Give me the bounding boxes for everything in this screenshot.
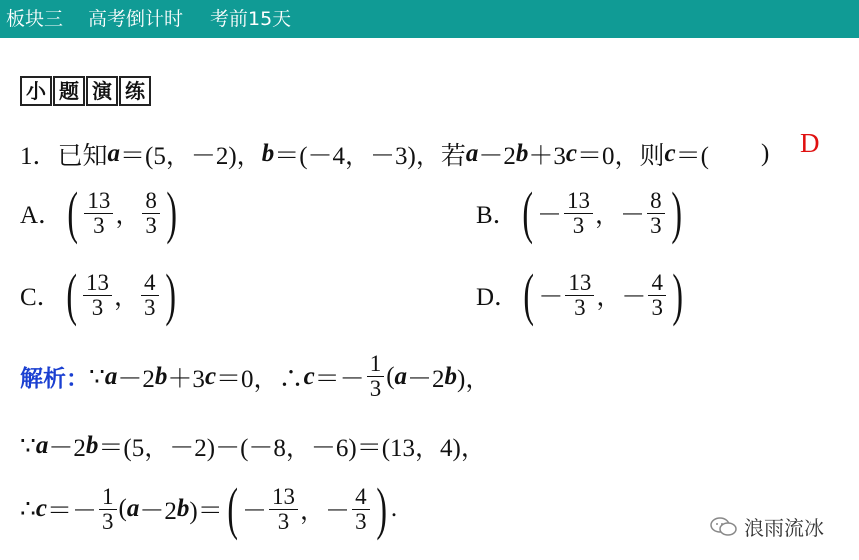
right-paren: ) — [164, 262, 176, 327]
sign: － — [620, 202, 646, 229]
vector-a: a — [394, 362, 408, 390]
stem-text: 已知 — [57, 143, 108, 170]
vector-b: b — [176, 495, 190, 522]
denominator: 3 — [574, 294, 586, 320]
separator: ， — [115, 202, 141, 229]
left-paren: ( — [67, 180, 79, 245]
fraction — [352, 485, 370, 534]
separator: ，－ — [300, 498, 351, 525]
separator: ， — [114, 284, 140, 311]
math-text: )， — [457, 365, 491, 393]
watermark-text: 浪雨流冰 — [744, 516, 824, 540]
fraction — [84, 189, 113, 238]
denominator: 3 — [277, 508, 290, 534]
math-text: ∵ — [20, 433, 36, 460]
countdown-label: 考前15天 — [210, 8, 292, 30]
option-label: D． — [476, 284, 520, 311]
section-title-char: 练 — [119, 76, 151, 106]
numerator: 1 — [367, 352, 385, 377]
left-paren: ( — [522, 180, 533, 245]
section-title — [20, 76, 152, 106]
denominator: 3 — [369, 376, 382, 401]
denominator: 3 — [572, 212, 585, 238]
vector-c: c — [204, 362, 217, 390]
vector-c: c — [35, 495, 48, 522]
fraction — [564, 189, 593, 238]
header-bar — [0, 0, 859, 38]
numerator: 4 — [352, 485, 370, 510]
math-text: ＝－ — [314, 365, 365, 393]
analysis-line-1 — [20, 352, 490, 401]
math-text: －2 — [48, 435, 86, 462]
sign: － — [242, 498, 268, 525]
stem-text: ＝(5，－2)， — [120, 143, 262, 170]
sign: － — [621, 284, 647, 311]
vector-c: c — [303, 362, 315, 390]
option-a — [20, 180, 181, 245]
fraction — [99, 485, 117, 534]
math-text: －2 — [139, 498, 177, 525]
option-b — [476, 180, 686, 245]
vector-a: a — [35, 432, 49, 459]
fraction — [269, 485, 298, 534]
stem-text: ＝(－4，－3)，若 — [274, 143, 466, 170]
vector-b: b — [444, 362, 458, 390]
stem-text: －2 — [478, 143, 516, 170]
separator: ， — [596, 284, 622, 311]
vector-b: b — [85, 432, 99, 459]
header-title: 高考倒计时 — [88, 8, 184, 30]
math-text: －2 — [407, 365, 445, 393]
fraction — [565, 271, 594, 320]
analysis-line-2 — [20, 428, 486, 464]
math-text: ( — [118, 495, 127, 522]
vector-a: a — [107, 140, 121, 167]
option-d — [476, 262, 687, 327]
fraction — [83, 271, 112, 320]
numerator: 4 — [648, 271, 666, 296]
math-text: ＋3 — [167, 365, 205, 393]
sign: － — [538, 284, 564, 311]
numerator: 1 — [99, 485, 117, 510]
option-label: C． — [20, 284, 62, 311]
denominator: 3 — [102, 508, 114, 534]
question-number: 1． — [20, 143, 58, 170]
math-text: ( — [386, 362, 395, 390]
numerator: 4 — [141, 271, 159, 296]
math-text: )＝ — [189, 498, 223, 525]
option-c — [20, 262, 180, 327]
left-paren: ( — [523, 262, 535, 327]
fraction — [647, 189, 665, 238]
left-paren: ( — [227, 476, 238, 541]
stem-text: ＋3 — [528, 143, 566, 170]
math-text: ∴ — [20, 496, 36, 523]
stem-text: ＝0，则 — [576, 143, 665, 170]
denominator: 3 — [93, 212, 105, 238]
right-paren: ) — [670, 180, 682, 245]
numerator: 8 — [142, 189, 160, 214]
separator: ， — [595, 202, 621, 229]
denominator: 3 — [355, 508, 367, 534]
vector-a: a — [465, 140, 479, 167]
numerator: 13 — [83, 271, 112, 296]
vector-c: c — [565, 140, 577, 167]
analysis-label: 解析： — [20, 366, 89, 392]
math-text: ＝(5，－2)－(－8，－6)＝(13，4)， — [98, 435, 486, 462]
section-title-char: 小 — [20, 76, 52, 106]
denominator: 3 — [91, 294, 104, 320]
vector-b: b — [154, 362, 168, 390]
sign: － — [537, 202, 563, 229]
numerator: 8 — [647, 189, 665, 214]
fraction — [141, 271, 159, 320]
numerator: 13 — [564, 189, 593, 214]
denominator: 3 — [144, 294, 156, 320]
section-label: 板块三 — [6, 8, 64, 30]
math-text: －2 — [117, 365, 155, 393]
question-stem — [20, 136, 769, 172]
stem-text: ＝( — [675, 143, 709, 170]
denominator: 3 — [651, 294, 663, 320]
left-paren: ( — [66, 262, 77, 327]
option-label: A． — [20, 202, 64, 229]
denominator: 3 — [650, 212, 662, 238]
math-text: . — [390, 495, 398, 522]
math-text: ＝－ — [47, 498, 98, 525]
right-paren: ) — [672, 262, 683, 327]
vector-c: c — [664, 140, 676, 167]
numerator: 13 — [565, 271, 594, 296]
numerator: 13 — [269, 485, 298, 510]
vector-a: a — [126, 495, 140, 522]
answer-mark: D — [800, 128, 820, 158]
fraction — [367, 352, 385, 401]
fraction — [648, 271, 666, 320]
math-text: ＝0，∴ — [216, 365, 304, 393]
section-title-char: 题 — [53, 76, 85, 106]
stem-text: ) — [760, 140, 770, 167]
vector-b: b — [261, 140, 275, 167]
math-text: ∵ — [89, 363, 105, 391]
right-paren: ) — [375, 476, 387, 541]
option-label: B． — [476, 202, 518, 229]
watermark — [710, 512, 824, 541]
vector-b: b — [515, 140, 529, 167]
analysis-line-3 — [20, 476, 398, 541]
section-title-char: 演 — [86, 76, 118, 106]
vector-a: a — [104, 362, 118, 390]
wechat-icon — [710, 516, 738, 538]
right-paren: ) — [166, 180, 177, 245]
denominator: 3 — [145, 212, 157, 238]
fraction — [142, 189, 160, 238]
numerator: 13 — [84, 189, 113, 214]
